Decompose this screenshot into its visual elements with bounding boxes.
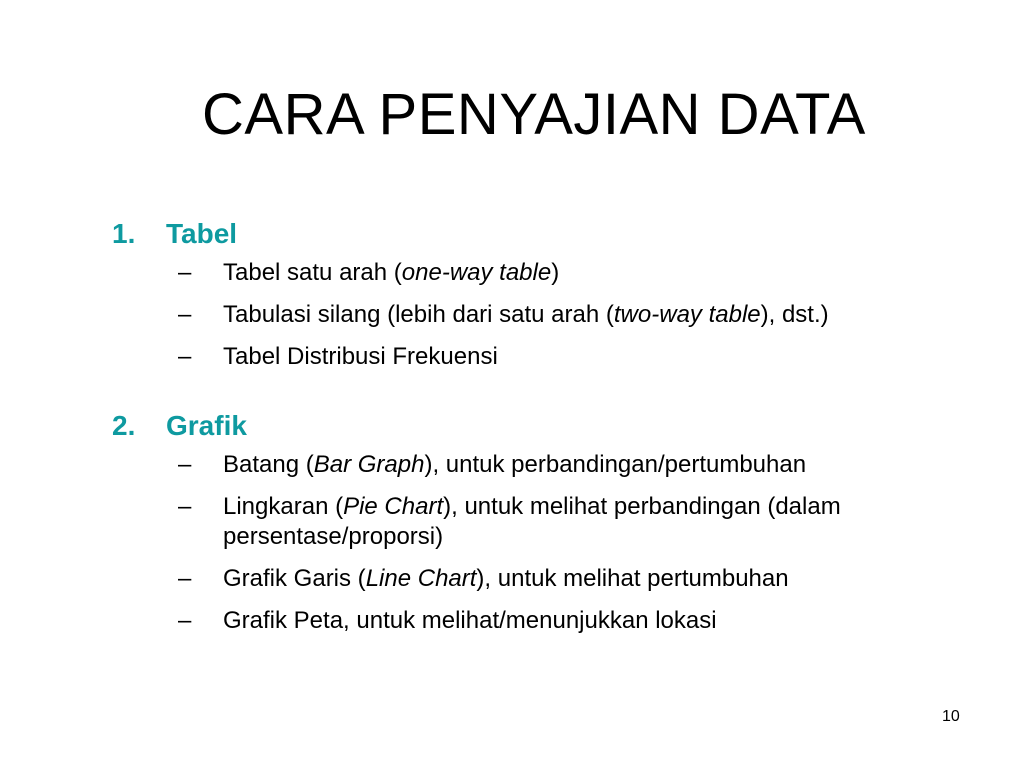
item-text-italic: Pie Chart xyxy=(343,493,444,520)
item-text-italic: two-way table xyxy=(613,301,761,328)
list-item xyxy=(112,258,1002,288)
section-tabel xyxy=(112,218,1002,372)
list-item xyxy=(112,564,1002,594)
item-text: Tabulasi silang (lebih dari satu arah ( xyxy=(223,301,614,328)
dash-bullet: – xyxy=(178,301,192,328)
bullet-list xyxy=(112,258,1002,372)
item-text: Lingkaran ( xyxy=(223,493,344,520)
item-text-italic: Bar Graph xyxy=(313,451,425,478)
item-text-italic: one-way table xyxy=(401,259,552,286)
page-number: 10 xyxy=(942,708,960,725)
list-item xyxy=(112,492,1002,552)
item-text: Grafik Peta, untuk melihat/menunjukkan lokasi xyxy=(223,607,717,634)
item-text-suffix: ), untuk melihat pertumbuhan xyxy=(476,565,789,592)
bullet-list xyxy=(112,450,1002,636)
dash-bullet: – xyxy=(178,343,192,370)
section-grafik xyxy=(112,410,1002,636)
item-text: Tabel Distribusi Frekuensi xyxy=(223,343,498,370)
item-text-suffix: ), untuk melihat perbandingan (dalam persentase/proporsi) xyxy=(223,493,841,550)
item-text: Grafik Garis ( xyxy=(223,565,366,592)
section-heading xyxy=(112,218,1002,258)
item-text-suffix: ), untuk perbandingan/pertumbuhan xyxy=(424,451,807,478)
section-number: 1. xyxy=(112,218,136,249)
item-text: Batang ( xyxy=(223,451,314,478)
list-item xyxy=(112,450,1002,480)
section-heading-label: Tabel xyxy=(166,218,238,249)
dash-bullet: – xyxy=(178,451,192,478)
list-item xyxy=(112,300,1002,330)
dash-bullet: – xyxy=(178,565,192,592)
section-heading-label: Grafik xyxy=(166,410,247,441)
item-text-suffix: ), dst.) xyxy=(760,301,829,328)
slide-content xyxy=(112,218,1002,674)
list-item xyxy=(112,342,1002,372)
item-text-suffix: ) xyxy=(551,259,560,286)
item-text-italic: Line Chart xyxy=(365,565,477,592)
dash-bullet: – xyxy=(178,607,192,634)
section-heading xyxy=(112,410,1002,450)
slide-title: CARA PENYAJIAN DATA xyxy=(202,82,866,147)
section-number: 2. xyxy=(112,410,136,441)
dash-bullet: – xyxy=(178,493,192,520)
item-text: Tabel satu arah ( xyxy=(223,259,402,286)
list-item xyxy=(112,606,1002,636)
dash-bullet: – xyxy=(178,259,192,286)
